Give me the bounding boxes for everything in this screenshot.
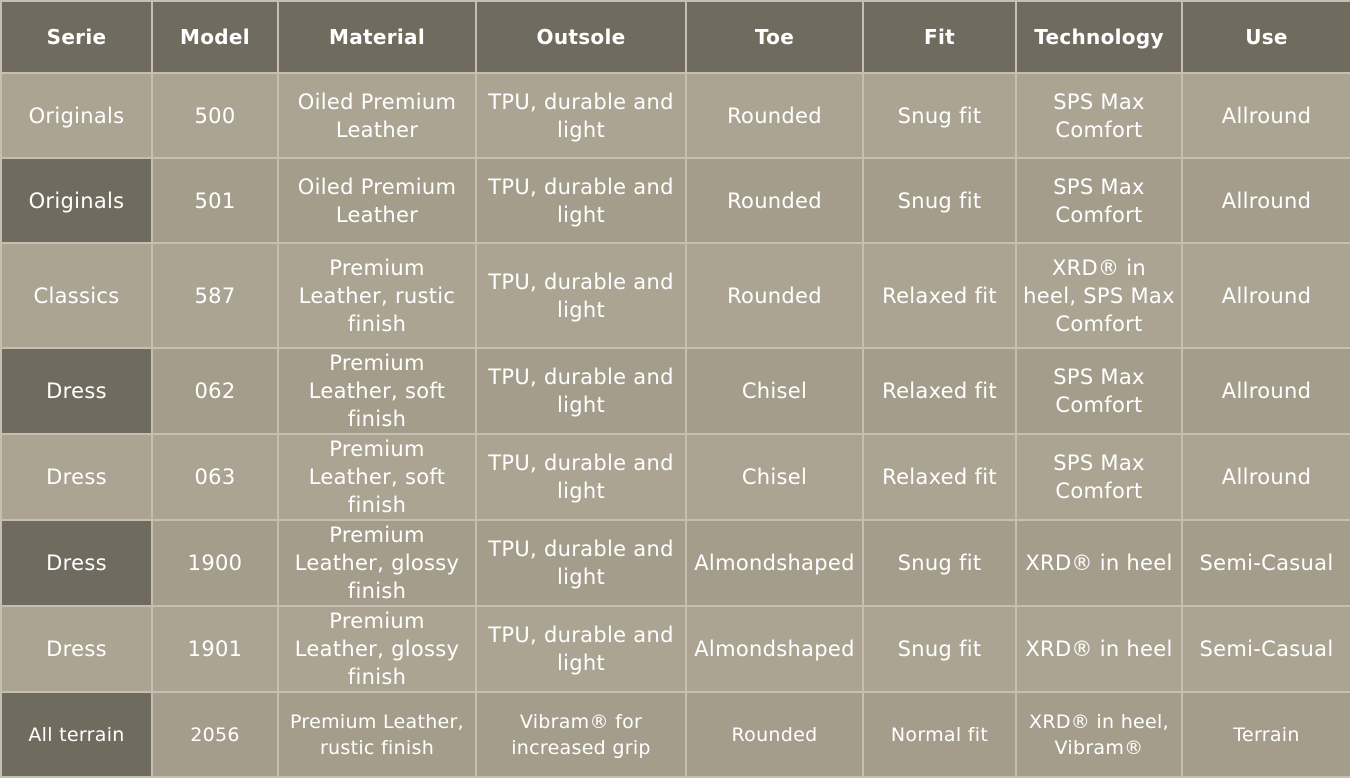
header-toe: Toe — [686, 1, 863, 73]
cell-serie: Dress — [1, 434, 152, 520]
cell-outsole: TPU, durable and light — [476, 158, 686, 243]
header-serie: Serie — [1, 1, 152, 73]
table-row — [1, 606, 1350, 692]
cell-serie: Classics — [1, 243, 152, 348]
table-row — [1, 692, 1350, 777]
cell-model: 2056 — [152, 692, 278, 777]
cell-serie: Dress — [1, 348, 152, 434]
cell-outsole: TPU, durable and light — [476, 73, 686, 158]
cell-toe: Chisel — [686, 434, 863, 520]
cell-technology: XRD® in heel — [1016, 520, 1182, 606]
cell-use: Allround — [1182, 434, 1350, 520]
cell-technology: SPS Max Comfort — [1016, 73, 1182, 158]
cell-outsole: TPU, durable and light — [476, 434, 686, 520]
cell-technology: SPS Max Comfort — [1016, 348, 1182, 434]
cell-outsole: TPU, durable and light — [476, 348, 686, 434]
header-technology: Technology — [1016, 1, 1182, 73]
cell-material: Premium Leather, rustic finish — [278, 243, 476, 348]
cell-serie: All terrain — [1, 692, 152, 777]
cell-fit: Relaxed fit — [863, 434, 1016, 520]
cell-use: Terrain — [1182, 692, 1350, 777]
table-row — [1, 434, 1350, 520]
header-fit: Fit — [863, 1, 1016, 73]
table-row — [1, 243, 1350, 348]
cell-material: Premium Leather, glossy finish — [278, 606, 476, 692]
cell-model: 062 — [152, 348, 278, 434]
cell-use: Allround — [1182, 73, 1350, 158]
cell-fit: Snug fit — [863, 520, 1016, 606]
cell-fit: Snug fit — [863, 73, 1016, 158]
header-row — [1, 1, 1350, 73]
cell-toe: Almondshaped — [686, 520, 863, 606]
cell-use: Allround — [1182, 348, 1350, 434]
cell-fit: Relaxed fit — [863, 348, 1016, 434]
cell-model: 501 — [152, 158, 278, 243]
cell-fit: Normal fit — [863, 692, 1016, 777]
cell-use: Allround — [1182, 243, 1350, 348]
cell-material: Oiled Premium Leather — [278, 158, 476, 243]
cell-use: Semi-Casual — [1182, 606, 1350, 692]
header-outsole: Outsole — [476, 1, 686, 73]
cell-use: Semi-Casual — [1182, 520, 1350, 606]
cell-fit: Snug fit — [863, 158, 1016, 243]
cell-outsole: TPU, durable and light — [476, 606, 686, 692]
cell-technology: XRD® in heel, SPS Max Comfort — [1016, 243, 1182, 348]
cell-model: 1901 — [152, 606, 278, 692]
cell-toe: Rounded — [686, 158, 863, 243]
cell-toe: Rounded — [686, 692, 863, 777]
header-model: Model — [152, 1, 278, 73]
cell-model: 500 — [152, 73, 278, 158]
cell-toe: Rounded — [686, 73, 863, 158]
cell-outsole: Vibram® for increased grip — [476, 692, 686, 777]
header-use: Use — [1182, 1, 1350, 73]
header-material: Material — [278, 1, 476, 73]
table-row — [1, 73, 1350, 158]
cell-toe: Almondshaped — [686, 606, 863, 692]
cell-toe: Chisel — [686, 348, 863, 434]
table-row — [1, 520, 1350, 606]
cell-serie: Originals — [1, 158, 152, 243]
table-row — [1, 348, 1350, 434]
cell-model: 1900 — [152, 520, 278, 606]
cell-toe: Rounded — [686, 243, 863, 348]
cell-serie: Originals — [1, 73, 152, 158]
cell-serie: Dress — [1, 606, 152, 692]
cell-technology: SPS Max Comfort — [1016, 158, 1182, 243]
cell-material: Premium Leather, soft finish — [278, 348, 476, 434]
table-row — [1, 158, 1350, 243]
cell-material: Premium Leather, soft finish — [278, 434, 476, 520]
cell-outsole: TPU, durable and light — [476, 520, 686, 606]
cell-material: Oiled Premium Leather — [278, 73, 476, 158]
cell-serie: Dress — [1, 520, 152, 606]
cell-model: 063 — [152, 434, 278, 520]
cell-technology: SPS Max Comfort — [1016, 434, 1182, 520]
cell-fit: Relaxed fit — [863, 243, 1016, 348]
cell-model: 587 — [152, 243, 278, 348]
cell-use: Allround — [1182, 158, 1350, 243]
cell-technology: XRD® in heel — [1016, 606, 1182, 692]
cell-outsole: TPU, durable and light — [476, 243, 686, 348]
cell-fit: Snug fit — [863, 606, 1016, 692]
cell-material: Premium Leather, rustic finish — [278, 692, 476, 777]
cell-technology: XRD® in heel, Vibram® — [1016, 692, 1182, 777]
cell-material: Premium Leather, glossy finish — [278, 520, 476, 606]
